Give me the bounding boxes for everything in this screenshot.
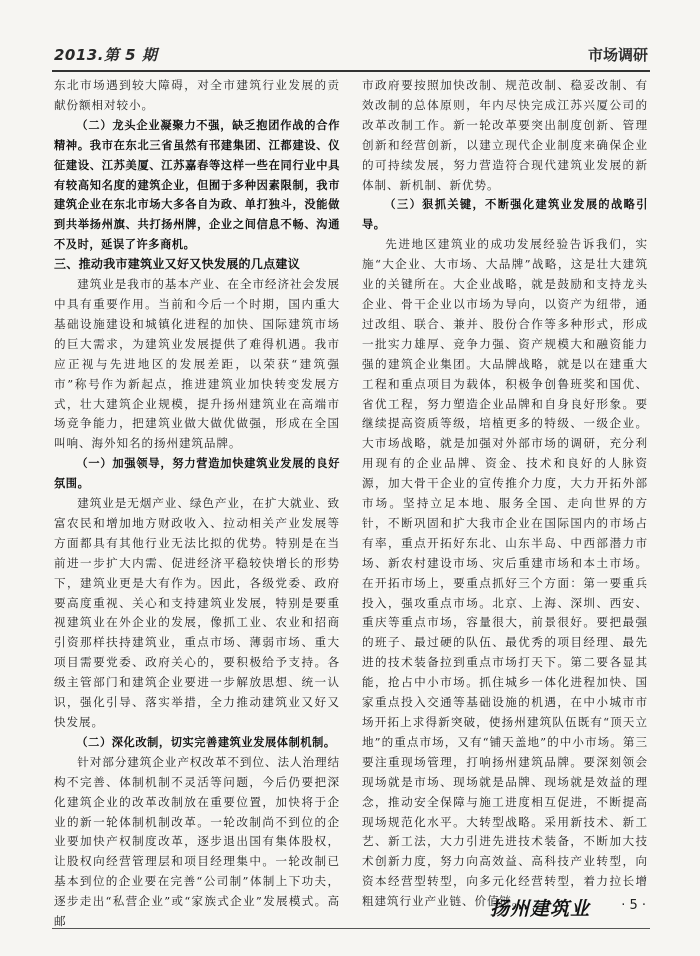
body-paragraph: 建筑业是无烟产业、绿色产业，在扩大就业、致富农民和增加地方财政收入、拉动相关产业发展等方面都具有其他行业无法比拟的优势。特别是在当前进一步扩大内需、促进经济平稳较快增长的形势下，建筑业更是大有作为。因此，各级党委、政府要高度重视、关心和支持建筑业发展，特别是要重视建筑业在外企业的发展，像抓工业、农业和招商引资那样扶持建筑业，重点市场、薄弱市场、重大项目需要党委、政府关心的，要积极给予支持。各级主管部门和建筑企业要进一步解放思想、统一认识，强化引导、落实举措，全力推动建筑业又好又快发展。: [54, 496, 340, 729]
left-column: [54, 76, 340, 929]
magazine-logo: 扬州建筑业: [489, 898, 590, 920]
body-paragraph: 建筑业是我市的基本产业、在全市经济社会发展中具有重要作用。当前和今后一个时期，国内重大基础设施建设和城镇化进程的加快、国际建筑市场的巨大需求，为建筑业发展提供了难得机遇。我市应正视与先进地区的发展差距，以荣获“建筑强市”称号作为新起点，推进建筑业加快转变发展方式，壮大建筑企业规模，提升扬州建筑业在高端市场竞争能力，把建筑业做大做优做强，形成在全国叫响、海外知名的扬州建筑品牌。: [54, 277, 340, 451]
body-paragraph: 先进地区建筑业的成功发展经验告诉我们，实施“大企业、大市场、大品牌”战略，这是壮大建筑业的关键所在。大企业战略，就是鼓励和支持龙头企业、骨干企业以市场为导向，以资产为纽带，通过改组、联合、兼并、股份合作等多种形式，形成一批实力雄厚、竞争力强、资产规模大和融资能力强的建筑企业集团。大品牌战略，就是以在建重大工程和重点项目为载体，积极争创鲁班奖和国优、省优工程，努力塑造企业品牌和自身良好形象。要继续提高资质等级，培植更多的特级、一级企业。大市场战略，就是加强对外部市场的调研，充分利用现有的企业品牌、资金、技术和良好的人脉资源，加大骨干企业的宣传推介力度，大力开拓外部市场。坚持立足本地、服务全国、走向世界的方针，不断巩固和扩大我市企业在国际国内的市场占有率，重点开拓好东北、山东半岛、中西部潜力市场、新农村建设市场、灾后重建市场和本土市场。在开拓市场上，要重点抓好三个方面：第一要重兵投入，强攻重点市场。北京、上海、深圳、西安、重庆等重点市场，容量很大，前景很好。要把最强的班子、最过硬的队伍、最优秀的项目经理、最先进的技术装备拉到重点市场打天下。第二要各显其能，抢占中小市场。抓住城乡一体化进程加快、国家重点投入交通等基础设施的机遇，在中小城市市场开拓上求得新突破，使扬州建筑队伍既有“顶天立地”的重点市场，又有“铺天盖地”的中小市场。第三要注重现场管理，打响扬州建筑品牌。要深刻领会现场就是市场、现场就是品牌、现场就是效益的理念，推动安全保障与施工进度相互促进，不断提高现场规范化水平。大转型战略。采用新技术、新工艺、新工法，大力引进先进技术装备，不断加大技术创新力度，努力向高效益、高科技产业转型，向资本经营型转型，向多元化经营转型，着力拉长增粗建筑行业产业链、价值链。: [362, 237, 648, 909]
footer-rule: [52, 928, 650, 929]
issue-number: 2013.第 5 期: [54, 46, 158, 64]
page-number: · 5 ·: [621, 898, 646, 913]
body-paragraph: 针对部分建筑企业产权改革不到位、法人治理结构不完善、体制机制不灵活等问题，今后仍要把深化建筑企业的改革改制放在重要位置，加快将于企业的新一轮体制机制改革。一轮改制尚不到位的企业要加快产权制度改革，逐步退出国有集体股权，让股权向经营管理层和项目经理集中。一轮改制已基本到位的企业要在完善“公司制”体制上下功夫，逐步走出“私营企业”或“家族式企业”发展模式。高邮: [54, 754, 340, 929]
header-rule: [52, 70, 650, 72]
subsection-heading: （三）狠抓关键，不断强化建筑业发展的战略引导。: [362, 198, 648, 232]
body-paragraph: 市政府要按照加快改制、规范改制、稳妥改制、有效改制的总体原则，年内尽快完成江苏兴厦公司的改革改制工作。新一轮改革要突出制度创新、管理创新和经营创新，以建立现代企业制度来确保企业的可持续发展，努力营造符合现代建筑业发展的新体制、新机制、新优势。: [362, 78, 648, 192]
body-paragraph: 东北市场遇到较大障碍，对全市建筑行业发展的贡献份额相对较小。: [54, 78, 340, 112]
section-title: 市场调研: [587, 46, 648, 64]
page-footer: [52, 892, 650, 932]
subsection-heading: （二）龙头企业凝聚力不强，缺乏抱团作战的合作精神。我市在东北三省虽然有邗建集团、江都建设、仪征建设、江苏美厦、江苏嘉春等这样一些在同行业中具有较高知名度的建筑企业，但囿于多种因素限制，我市建筑企业在东北市场大多各自为政、单打独斗，没能做到共举扬州旗、共打扬州牌，企业之间信息不畅、沟通不及时，延误了许多商机。: [54, 118, 340, 252]
subsection-heading: （二）深化改制，切实完善建筑业发展体制机制。: [76, 735, 336, 749]
section-heading: 三、推动我市建筑业又好又快发展的几点建议: [54, 257, 301, 272]
page-header: [52, 44, 650, 68]
subsection-heading: （一）加强领导，努力营造加快建筑业发展的良好氛围。: [54, 457, 340, 491]
